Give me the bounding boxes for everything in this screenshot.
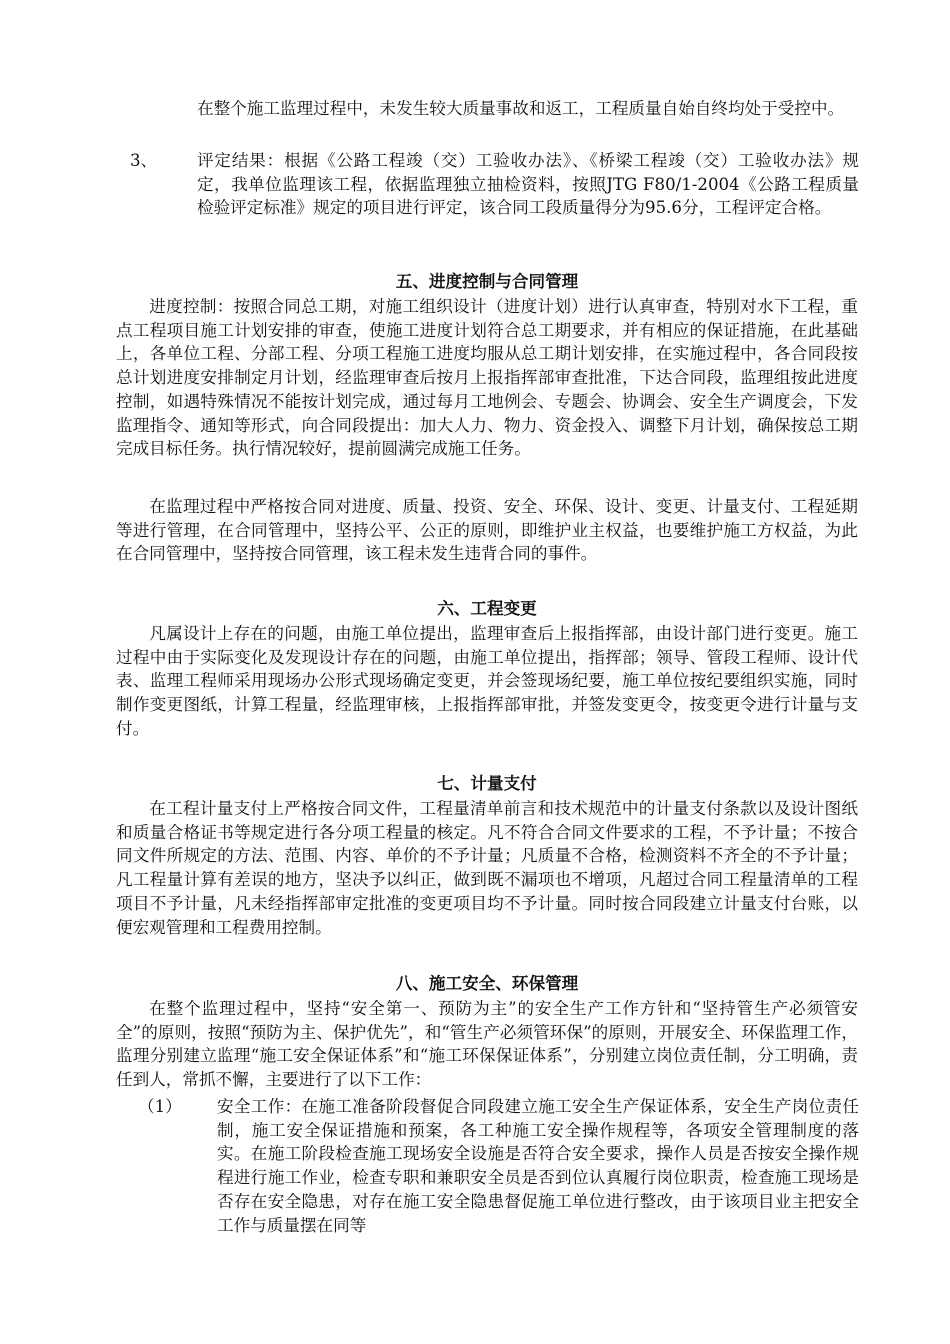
- section-heading-8: 八、施工安全、环保管理: [395, 974, 579, 993]
- list-item-1-text: 安全工作：在施工准备阶段督促合同段建立施工安全生产保证体系，安全生产岗位责任制，施工安全保证措施和预案，各工种施工安全操作规程等，各项安全管理制度的落实。在施工阶段检查施工现场安全设施是否符合安全要求，操作人员是否按安全操作规程进行施工作业，检查专职和兼职安全员是否到位认真履行岗位职责，检查施工现场是否存在安全隐患，对存在施工安全隐患督促施工单位进行整改，由于该项目业主把安全工作与质量摆在同等: [217, 1097, 859, 1235]
- section-heading-5: 五、进度控制与合同管理: [395, 272, 579, 291]
- section-5-paragraph-1: 进度控制：按照合同总工期，对施工组织设计（进度计划）进行认真审查，特别对水下工程，重点工程项目施工计划安排的审查，使施工进度计划符合总工期要求，并有相应的保证措施，在此基础上，各单位工程、分部工程、分项工程施工进度均服从总工期计划安排，在实施过程中，各合同段按总计划进度安排制定月计划，经监理审查后按月上报指挥部审查批准，下达合同段，监理组按此进度控制，如遇特殊情况不能按计划完成，通过每月工地例会、专题会、协调会、安全生产调度会，下发监理指令、通知等形式，向合同段提出：加大人力、物力、资金投入、调整下月计划，确保按总工期完成目标任务。执行情况较好，提前圆满完成施工任务。: [116, 297, 858, 459]
- continued-paragraph: 在整个施工监理过程中，未发生较大质量事故和返工，工程质量自始自终均处于受控中。: [197, 99, 845, 118]
- section-6-paragraph-1: 凡属设计上存在的问题，由施工单位提出，监理审查后上报指挥部，由设计部门进行变更。施工过程中由于实际变化及发现设计存在的问题，由施工单位提出，指挥部；领导、管段工程师、设计代表、监理工程师采用现场办公形式现场确定变更，并会签现场纪要，施工单位按纪要组织实施，同时制作变更图纸，计算工程量，经监理审核，上报指挥部审批，并签发变更令，按变更令进行计量与支付。: [116, 624, 858, 738]
- section-8-paragraph-1: 在整个监理过程中，坚持“安全第一、预防为主”的安全生产工作方针和“坚持管生产必须管安全”的原则，按照“预防为主、保护优先”，和“管生产必须管环保”的原则，开展安全、环保监理工作，监理分别建立监理“施工安全保证体系”和“施工环保保证体系”，分别建立岗位责任制，分工明确，责任到人，常抓不懈，主要进行了以下工作：: [116, 999, 858, 1090]
- list-number-3: 3、: [130, 151, 158, 170]
- section-heading-7: 七、计量支付: [437, 774, 537, 793]
- section-7-paragraph-1: 在工程计量支付上严格按合同文件，工程量清单前言和技术规范中的计量支付条款以及设计图纸和质量合格证书等规定进行各分项工程量的核定。凡不符合合同文件要求的工程，不予计量；不按合同文件所规定的方法、范围、内容、单价的不予计量；凡质量不合格，检测资料不齐全的不予计量；凡工程量计算有差误的地方，坚决予以纠正，做到既不漏项也不增项，凡超过合同工程量清单的工程项目不予计量，凡未经指挥部审定批准的变更项目均不予计量。同时按合同段建立计量支付台账，以便宏观管理和工程费用控制。: [116, 799, 858, 937]
- list-item-3-text: 评定结果：根据《公路工程竣（交）工验收办法》、《桥梁工程竣（交）工验收办法》规定，我单位监理该工程，依据监理独立抽检资料，按照JTG F80/1-2004《公路工程质量检验评定标准》规定的项目进行评定，该合同工段质量得分为95.6分，工程评定合格。: [197, 151, 859, 218]
- section-5-paragraph-2: 在监理过程中严格按合同对进度、质量、投资、安全、环保、设计、变更、计量支付、工程延期等进行管理，在合同管理中，坚持公平、公正的原则，即维护业主权益，也要维护施工方权益，为此在合同管理中，坚持按合同管理，该工程未发生违背合同的事件。: [116, 497, 858, 564]
- section-heading-6: 六、工程变更: [437, 599, 537, 618]
- list-number-1: （1）: [138, 1097, 182, 1116]
